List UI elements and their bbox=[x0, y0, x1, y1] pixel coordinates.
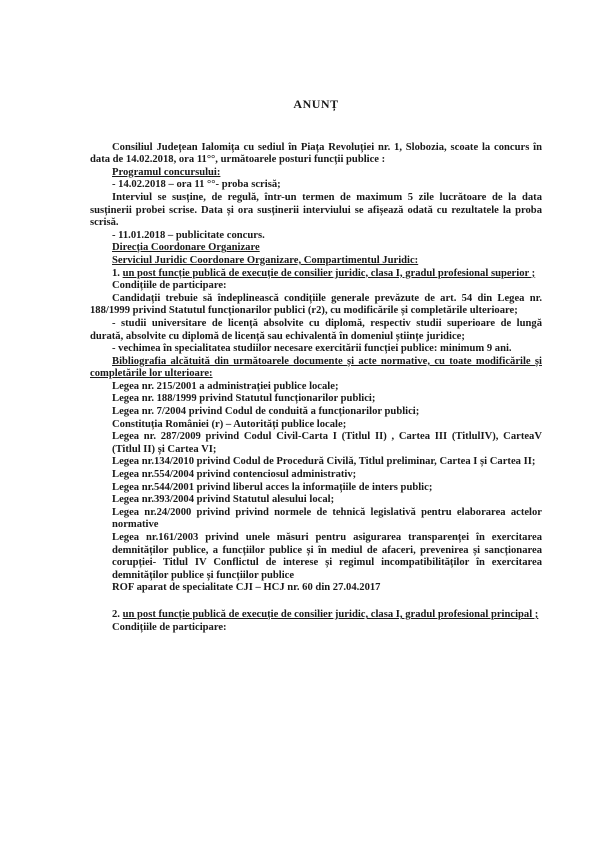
bibliography-heading: Bibliografia alcătuită din următoarele documente și acte normative, cu toate modificările și completările lor ulterioare: bbox=[90, 355, 542, 380]
bibliography-item: Legea nr. 215/2001 a administrației publice locale; bbox=[112, 380, 339, 392]
bibliography-item: Legea nr.554/2004 privind contenciosul administrativ; bbox=[112, 469, 357, 481]
program-item: - 14.02.2018 – ora 11 °°- proba scrisă; bbox=[112, 179, 281, 191]
direction-heading: Direcția Coordonare Organizare bbox=[112, 242, 260, 254]
program-item: Interviul se susține, de regulă, într-un termen de maximum 5 zile lucrătoare de la data susținerii probei scrise. Data și ora susținerii interviului se afișează odată cu rezultatele la proba scrisă. bbox=[90, 191, 542, 229]
service-heading: Serviciul Juridic Coordonare Organizare, Compartimentul Juridic: bbox=[112, 254, 419, 266]
bibliography-item: Legea nr. 7/2004 privind Codul de conduită a funcționarilor publici; bbox=[112, 406, 420, 418]
bibliography-item: Legea nr.544/2001 privind liberul acces la informațiile de inters public; bbox=[112, 481, 433, 493]
bibliography-item: Constituția României (r) – Autorități publice locale; bbox=[112, 418, 347, 430]
bibliography-item: Legea nr.134/2010 privind Codul de Procedură Civilă, Titlul preliminar, Cartea I și Cartea II; bbox=[112, 456, 536, 468]
post-1-condition: Candidații trebuie să îndeplinească condițiile generale prevăzute de art. 54 din Legea nr. 188/1999 privind Statutul funcționarilor publici (r2), cu modificările și completările ulterioare; bbox=[90, 292, 542, 317]
bibliography-item: Legea nr.24/2000 privind privind normele de tehnică legislativă pentru elaborarea actelor normative bbox=[112, 506, 542, 531]
bibliography-list bbox=[90, 381, 542, 595]
post-1-conditions-label: Condițiile de participare: bbox=[112, 280, 227, 292]
bibliography-item: Legea nr.393/2004 privind Statutul alesului local; bbox=[112, 494, 335, 506]
page-title: ANUNȚ bbox=[293, 97, 339, 111]
intro-paragraph: Consiliul Județean Ialomița cu sediul în Piața Revoluției nr. 1, Slobozia, scoate la concurs în data de 14.02.2018, ora 11°°, următoarele posturi funcții publice : bbox=[90, 141, 542, 166]
program-item: - 11.01.2018 – publicitate concurs. bbox=[112, 229, 265, 241]
post-1-condition: - vechimea în specialitatea studiilor necesare exercitării funcției publice: minimum 9 ani. bbox=[112, 343, 512, 355]
bibliography-item: ROF aparat de specialitate CJI – HCJ nr. 60 din 27.04.2017 bbox=[112, 582, 381, 594]
program-heading: Programul concursului: bbox=[112, 166, 221, 178]
bibliography-item: Legea nr. 287/2009 privind Codul Civil-Carta I (Titlul II) , Cartea III (TitlulIV), CarteaV (Titlul II) și Cartea VI; bbox=[112, 431, 542, 455]
post-1-title: 1. un post funcție publică de execuție de consilier juridic, clasa I, gradul profesional superior ; bbox=[112, 267, 536, 279]
post-2-conditions-label: Condițiile de participare: bbox=[112, 621, 227, 633]
post-2-title: 2. un post funcție publică de execuție de consilier juridic, clasa I, gradul profesional principal ; bbox=[112, 608, 539, 620]
bibliography-item: Legea nr. 188/1999 privind Statutul funcționarilor publici; bbox=[112, 393, 376, 405]
post-1-condition: - studii universitare de licență absolvite cu diplomă, respectiv studii superioare de lungă durată, absolvite cu diplomă de licență sau echivalentă în domeniul științe juridice; bbox=[90, 317, 542, 342]
bibliography-item: Legea nr.161/2003 privind unele măsuri pentru asigurarea transparenței în exercitarea demnităților publice, a funcțiilor publice și în mediul de afaceri, prevenirea și sancționarea corupției- Titlul IV Conflictul de interese și regimul incompatibilităților în exercitarea demnităților publice și funcțiilor publice bbox=[112, 532, 542, 581]
